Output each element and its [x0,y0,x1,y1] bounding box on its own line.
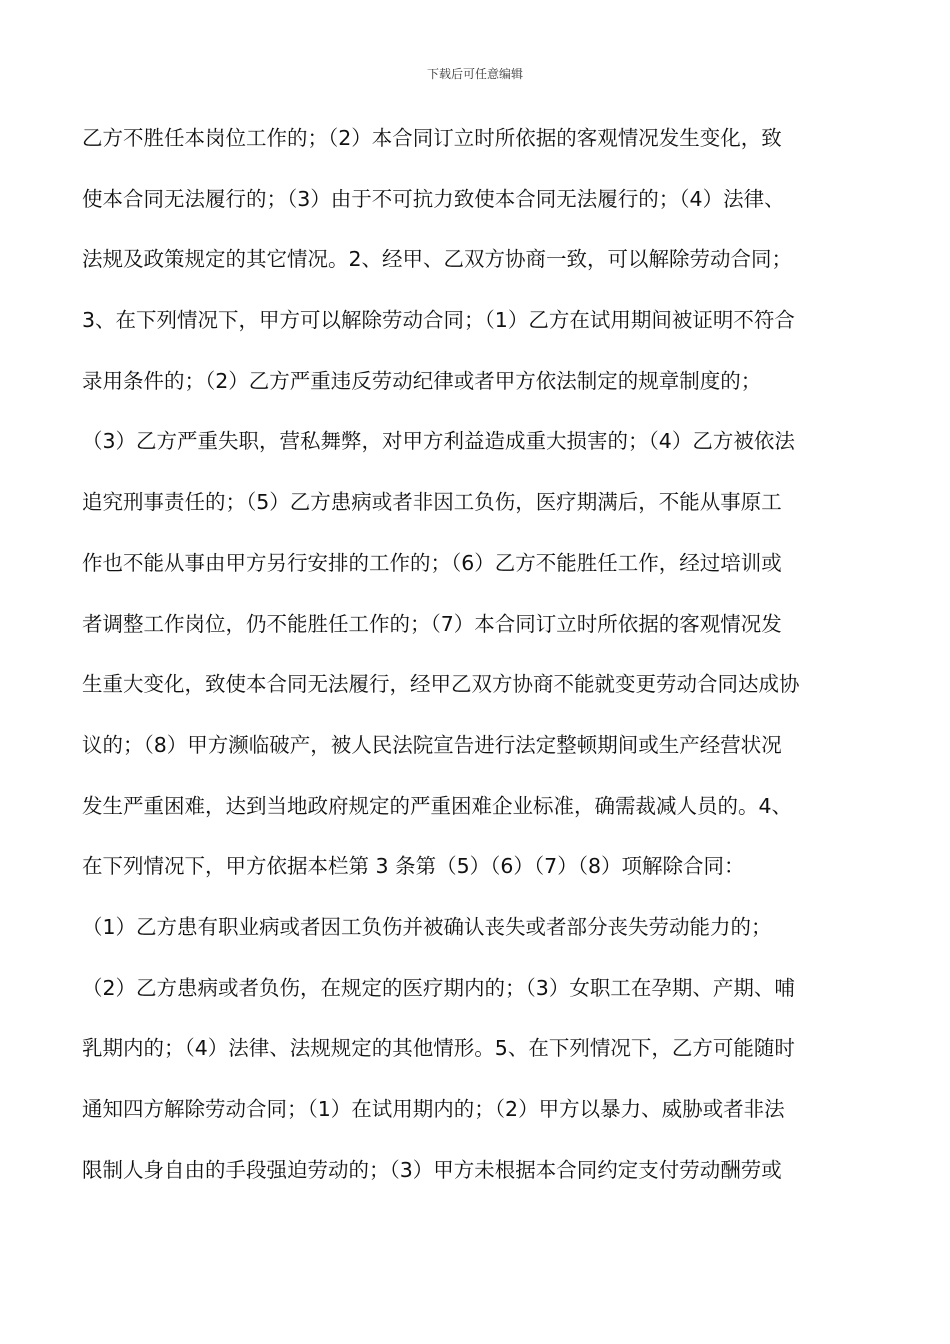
text-line: 乳期内的；（4）法律、法规规定的其他情形。5、在下列情况下，乙方可能随时 [82,1036,795,1061]
text-line: （2）乙方患病或者负伤，在规定的医疗期内的；（3）女职工在孕期、产期、哺 [82,975,795,1000]
text-line: 使本合同无法履行的；（3）由于不可抗力致使本合同无法履行的；（4）法律、 [82,186,785,211]
text-line: 作也不能从事由甲方另行安排的工作的；（6）乙方不能胜任工作，经过培训或 [82,550,782,575]
text-line: 乙方不胜任本岗位工作的；（2）本合同订立时所依据的客观情况发生变化，致 [82,126,782,150]
text-line: 法规及政策规定的其它情况。2、经甲、乙双方协商一致，可以解除劳动合同； [82,247,793,272]
text-line: 在下列情况下，甲方依据本栏第 3 条第（5）（6）（7）（8）项解除合同： [82,854,745,879]
text-line: 录用条件的；（2）乙方严重违反劳动纪律或者甲方依法制定的规章制度的； [82,368,762,393]
text-line: （3）乙方严重失职，营私舞弊，对甲方利益造成重大损害的；（4）乙方被依法 [82,429,795,454]
text-line: 议的；（8）甲方濒临破产，被人民法院宣告进行法定整顿期间或生产经营状况 [82,732,782,757]
document-body [82,118,882,1210]
text-line: 追究刑事责任的；（5）乙方患病或者非因工负伤，医疗期满后，不能从事原工 [82,490,782,515]
text-line: 者调整工作岗位，仍不能胜任工作的；（7）本合同订立时所依据的客观情况发 [82,611,782,636]
text-line: （1）乙方患有职业病或者因工负伤并被确认丧失或者部分丧失劳动能力的； [82,914,772,939]
page-header: 下载后可任意编辑 [426,67,523,81]
text-line: 限制人身自由的手段强迫劳动的；（3）甲方未根据本合同约定支付劳动酬劳或 [82,1157,782,1182]
text-line: 发生严重困难，达到当地政府规定的严重困难企业标准，确需裁减人员的。4、 [82,793,793,818]
text-line: 生重大变化，致使本合同无法履行，经甲乙双方协商不能就变更劳动合同达成协 [82,672,800,697]
text-line: 3、在下列情况下，甲方可以解除劳动合同；（1）乙方在试用期间被证明不符合 [82,308,795,333]
text-line: 通知四方解除劳动合同；（1）在试用期内的；（2）甲方以暴力、威胁或者非法 [82,1097,785,1121]
